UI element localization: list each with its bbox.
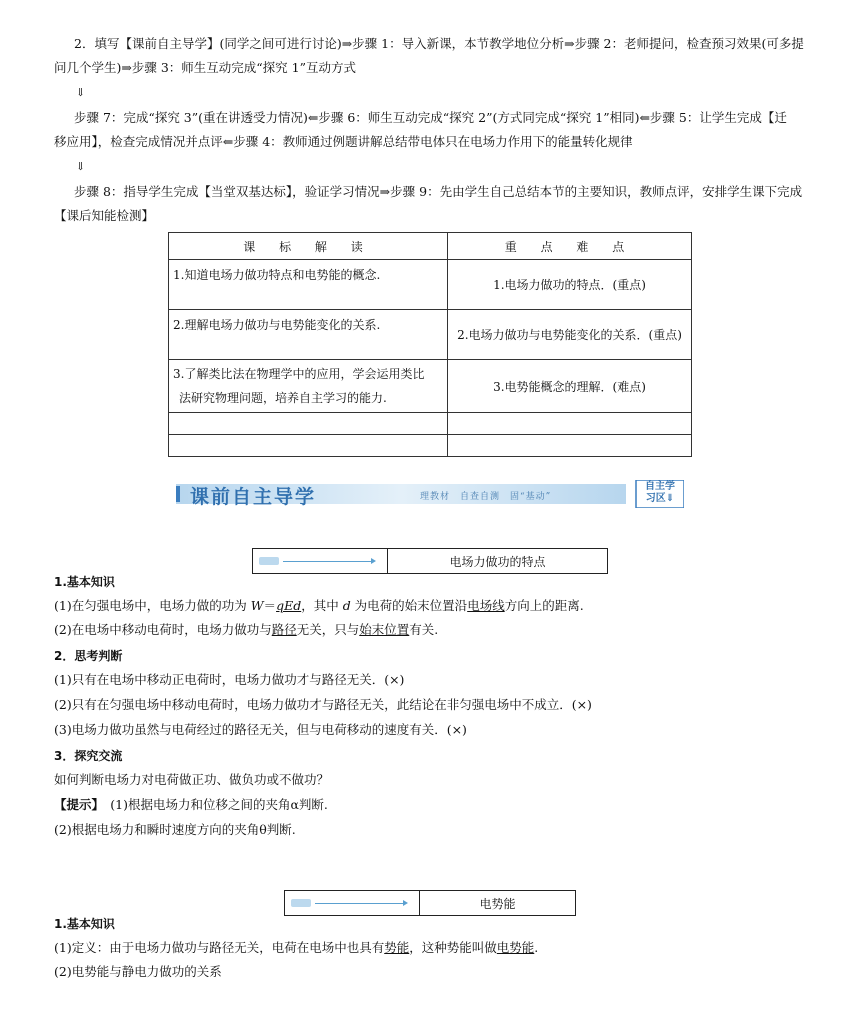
section-title: 电势能	[479, 896, 516, 911]
hint-label: 【提示】	[54, 797, 98, 812]
heading-basic: 1.基本知识	[54, 917, 115, 931]
section-tag-icon	[259, 557, 279, 565]
arrow-line-icon	[315, 903, 405, 904]
judge-item-1: (1)只有在电场中移动正电荷时，电场力做功才与路径无关．(×)	[54, 672, 405, 687]
table-cell: 2.电场力做功与电势能变化的关系．(重点)	[448, 310, 692, 360]
answer-potential: 势能	[384, 940, 410, 955]
banner-subtitle: 理教材 自查自测 固“基动”	[420, 492, 552, 502]
hint-line-1	[54, 793, 814, 817]
step-line-2a: 步骤 7：完成“探究 3”(重在讲透受力情况)⇐步骤 6：师生互动完成“探究 2”(方式同完成“探究 1”相同)⇐步骤 5：让学生完成【迁	[74, 110, 787, 125]
table-cell	[169, 435, 448, 457]
text: (1)定义：由于电场力做功与路径无关，电荷在电场中也具有	[54, 940, 385, 955]
text: (2)在电场中移动电荷时，电场力做功与	[54, 622, 272, 637]
judge-item-2: (2)只有在匀强电场中移动电荷时，电场力做功才与路径无关，此结论在非匀强电场中不成立．(×)	[54, 697, 592, 712]
text: 有关.	[409, 622, 439, 637]
text: (1)在匀强电场中，电场力做的功为	[54, 598, 251, 613]
relation-item: (2)电势能与静电力做功的关系	[54, 964, 222, 979]
banner-badge	[638, 481, 682, 505]
text: 为电荷的始末位置沿	[350, 598, 468, 613]
var-w: W	[250, 598, 264, 613]
step-line-3a: 步骤 8：指导学生完成【当堂双基达标】，验证学习情况⇒步骤 9：先由学生自己总结本节的主要知识，教师点评，安排学生课下完成	[74, 184, 803, 199]
table-cell-line: 法研究物理问题，培养自主学习的能力.	[179, 391, 387, 405]
text: ，其中	[301, 598, 343, 613]
section-title: 电场力做功的特点	[449, 554, 546, 569]
judge-item-3: (3)电场力做功虽然与电荷经过的路径无关，但与电荷移动的速度有关．(×)	[54, 722, 467, 737]
step-line-3b: 【课后知能检测】	[54, 208, 155, 223]
heading-think: 2．思考判断	[54, 649, 123, 663]
table-cell	[448, 435, 692, 457]
text: 方向上的距离.	[504, 598, 584, 613]
basic-item-1	[54, 594, 814, 618]
var-d: d	[342, 598, 351, 613]
table-header: 重 点 难 点	[448, 233, 692, 260]
table-cell: 1.电场力做功的特点．(重点)	[448, 260, 692, 310]
answer-electric-potential-energy: 电势能	[496, 940, 535, 955]
heading-explore: 3．探究交流	[54, 749, 123, 763]
answer-endpoints: 始末位置	[359, 622, 410, 637]
text: ＝	[263, 598, 277, 613]
badge-line: 习区⇓	[645, 493, 675, 504]
step-line-2b: 移应用】，检查完成情况并点评⇐步骤 4：教师通过例题讲解总结带电体只在电场力作用下的能量转化规律	[54, 134, 633, 149]
section-tag-icon	[291, 899, 311, 907]
definition-item	[54, 936, 814, 960]
down-arrow-icon: ⇓	[76, 86, 86, 99]
answer-field-line: 电场线	[467, 598, 505, 613]
table-cell: 2.理解电场力做功与电势能变化的关系.	[169, 310, 448, 360]
badge-line: 自主学	[645, 481, 675, 492]
table-cell: 1.知道电场力做功特点和电势能的概念.	[169, 260, 448, 310]
table-cell: 3.电势能概念的理解．(难点)	[448, 360, 692, 413]
table-header: 课 标 解 读	[169, 233, 448, 260]
arrow-line-icon	[283, 561, 373, 562]
step-line-1b: 问几个学生)⇒步骤 3：师生互动完成“探究 1”互动方式	[54, 60, 356, 75]
down-arrow-icon: ⇓	[76, 160, 86, 173]
heading-basic: 1.基本知识	[54, 575, 115, 589]
goals-table	[168, 232, 692, 457]
table-cell	[169, 413, 448, 435]
text: .	[534, 940, 539, 955]
step-line-1a: 2．填写【课前自主导学】(同学之间可进行讨论)⇒步骤 1：导入新课，本节教学地位分析⇒步骤 2：老师提问，检查预习效果(可多提	[74, 36, 804, 51]
table-cell	[169, 360, 448, 413]
banner-title: 课前自主导学	[190, 486, 317, 508]
answer-qed: qEd	[276, 598, 302, 613]
text: 无关，只与	[296, 622, 360, 637]
answer-path: 路径	[271, 622, 297, 637]
basic-item-2	[54, 618, 814, 642]
hint-text: (1)根据电场力和位移之间的夹角α判断.	[97, 797, 328, 812]
text: ，这种势能叫做	[409, 940, 497, 955]
hint-line-2: (2)根据电场力和瞬时速度方向的夹角θ判断.	[54, 822, 296, 837]
section-banner	[176, 480, 684, 508]
table-cell-line: 3.了解类比法在物理学中的应用，学会运用类比	[173, 367, 425, 381]
explore-question: 如何判断电场力对电荷做正功、做负功或不做功？	[54, 772, 330, 787]
table-cell	[448, 413, 692, 435]
